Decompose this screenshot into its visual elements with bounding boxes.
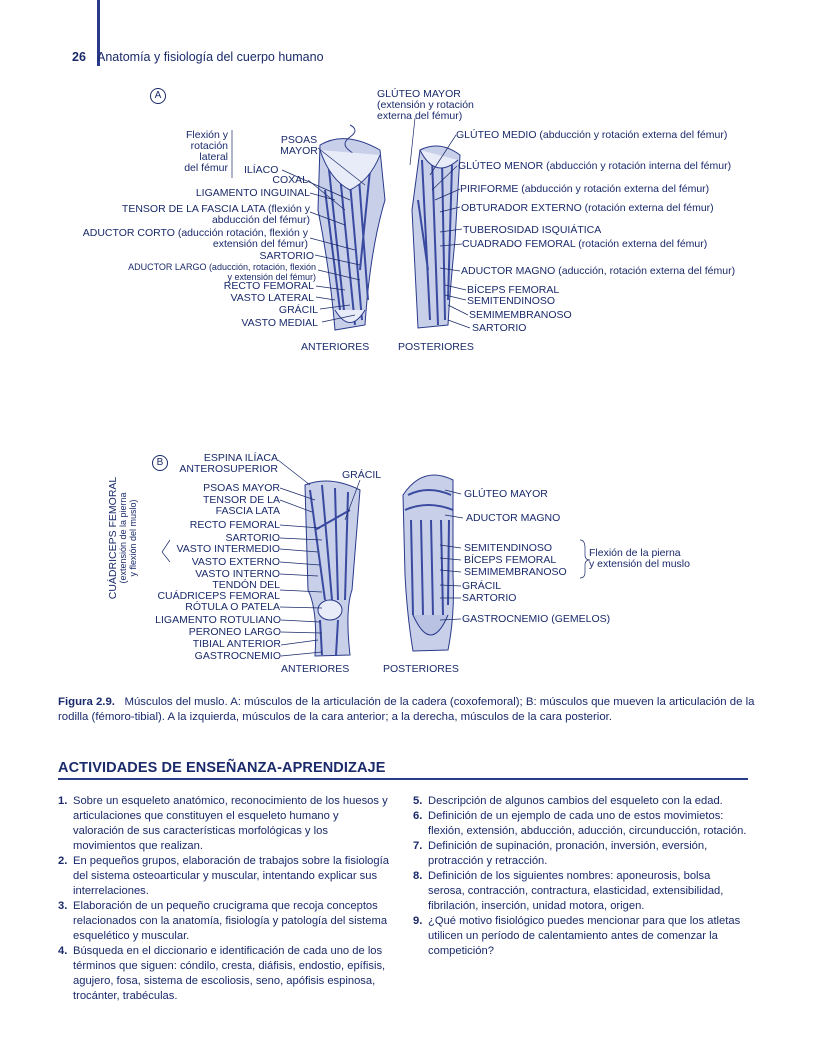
psoas-line-2: MAYOR <box>280 145 318 157</box>
activity-number: 3. <box>58 900 68 912</box>
aductor-corto-label <box>64 228 308 250</box>
activity-item <box>58 899 392 944</box>
activity-item <box>413 914 748 959</box>
gluteo-mayor-line-1: GLÚTEO MAYOR <box>377 88 461 100</box>
vasto-interno-label: VASTO INTERNO <box>195 568 280 580</box>
semitendinoso-label-b: SEMITENDINOSO <box>464 542 553 554</box>
figure-b-marker: B <box>152 455 168 471</box>
aductor-largo-line-2: y extensión del fémur) <box>227 271 316 282</box>
activity-number: 9. <box>413 915 423 927</box>
ligamento-inguinal-label: LIGAMENTO INGUINAL <box>195 187 310 199</box>
flexion-line-3: lateral <box>199 151 228 163</box>
flexion-line-2: rotación <box>190 140 228 152</box>
gluteo-mayor-line-3: externa del fémur) <box>377 110 463 122</box>
biceps-femoral-label-b: BÍCEPS FEMORAL <box>464 554 557 566</box>
section-rule <box>58 778 748 780</box>
activity-text: Definición de los siguientes nombres: aponeurosis, bolsa serosa, contracción, contractura, elasticidad, extensibilidad, fibrilación, inserción, unidad motora, origen. <box>428 870 724 912</box>
aductor-magno-label-a: ADUCTOR MAGNO (aducción, rotación externa del fémur) <box>461 265 736 277</box>
tendon-cuadriceps-label <box>140 580 280 602</box>
sartorio-label-a-right: SARTORIO <box>472 322 527 334</box>
flexion-pierna-note <box>589 548 690 570</box>
page-number: 26 <box>72 50 86 64</box>
gastrocnemio-label-b: GASTROCNEMIO <box>194 650 281 662</box>
gluteo-medio-label: GLÚTEO MEDIO (abducción y rotación externa del fémur) <box>456 129 728 141</box>
tendon-line-2: CUÁDRICEPS FEMORAL <box>157 590 280 602</box>
espina-iliaca-label <box>160 453 278 475</box>
activity-item <box>413 794 748 809</box>
activity-item <box>413 839 748 869</box>
gluteo-mayor-label-a <box>377 89 474 122</box>
flexion-pierna-line-2: y extensión del muslo <box>589 558 690 570</box>
tensor-fascia-lata-label <box>100 204 310 226</box>
psoas-mayor-label <box>270 135 328 157</box>
biceps-femoral-label-a: BÍCEPS FEMORAL <box>467 284 560 296</box>
figure-caption-label: Figura 2.9. <box>58 696 115 708</box>
activity-number: 5. <box>413 795 423 807</box>
semimembranoso-label-a: SEMIMEMBRANOSO <box>469 309 572 321</box>
activity-item <box>413 809 748 839</box>
tensor-fascia-label-b <box>170 495 280 517</box>
gastrocnemio-gemelos-label: GASTROCNEMIO (GEMELOS) <box>462 613 611 625</box>
activity-item <box>58 854 392 899</box>
sartorio-label-b: SARTORIO <box>225 532 280 544</box>
flexion-pierna-line-1: Flexión de la pierna <box>589 547 681 559</box>
activity-number: 4. <box>58 945 68 957</box>
recto-femoral-label-a: RECTO FEMORAL <box>223 280 314 292</box>
activity-text: Descripción de algunos cambios del esqueleto con la edad. <box>428 795 723 807</box>
vasto-intermedio-label: VASTO INTERMEDIO <box>176 543 280 555</box>
activity-text: Definición de un ejemplo de cada uno de estos movimietos: flexión, extensión, abducción, aducción, circunducción, rotación. <box>428 810 747 837</box>
obturador-label: OBTURADOR EXTERNO (rotación externa del fémur) <box>461 202 714 214</box>
tensor-line-1: TENSOR DE LA FASCIA LATA (flexión y <box>121 203 310 215</box>
activity-text: En pequeños grupos, elaboración de trabajos sobre la fisiología del sistema osteoarticular y muscular, intentando explicar sus interrelaciones. <box>73 855 389 897</box>
activity-text: Definición de supinación, pronación, inversión, eversión, protracción y retracción. <box>428 840 708 867</box>
sartorio-label-b-right: SARTORIO <box>462 592 517 604</box>
activity-number: 6. <box>413 810 423 822</box>
aductor-largo-line-1: ADUCTOR LARGO (aducción, rotación, flexión <box>128 262 316 272</box>
activity-text: Búsqueda en el diccionario e identificación de cada uno de los términos que siguen: cóndilo, cresta, diáfisis, endostio, epífisis, agujero, fosa, sistema de escoliosis, seno, apófisis espinosa, trocánter, trabéculas. <box>73 945 386 1002</box>
book-title: Anatomía y fisiología del cuerpo humano <box>97 50 324 64</box>
aductor-corto-line-1: ADUCTOR CORTO (aducción rotación, flexión y <box>82 227 308 239</box>
posteriores-label-b: POSTERIORES <box>383 663 459 675</box>
activities-left-column <box>58 794 392 1004</box>
activities-right-column <box>413 794 748 959</box>
gracil-label-b-top: GRÁCIL <box>342 469 382 481</box>
tibial-anterior-label: TIBIAL ANTERIOR <box>192 638 281 650</box>
vasto-lateral-label: VASTO LATERAL <box>230 292 314 304</box>
activity-text: ¿Qué motivo fisiológico puedes mencionar para que los atletas utilicen un período de calentamiento antes de comenzar la competición? <box>428 915 741 957</box>
vasto-externo-label: VASTO EXTERNO <box>191 556 280 568</box>
iliaco-label: ILÍACO <box>244 164 279 176</box>
cuadrado-femoral-label: CUADRADO FEMORAL (rotación externa del fémur) <box>462 238 708 250</box>
section-title: ACTIVIDADES DE ENSEÑANZA-APRENDIZAJE <box>58 760 386 776</box>
anteriores-label-a: ANTERIORES <box>301 341 370 353</box>
cuadriceps-line-3: y flexión del muslo) <box>127 499 138 577</box>
activity-text: Sobre un esqueleto anatómico, reconocimiento de los huesos y articulaciones que constituyen el esqueleto humano y valoración de sus características morfológicas y los movimientos que realizan. <box>73 795 388 852</box>
semitendinoso-label-a: SEMITENDINOSO <box>467 295 556 307</box>
posteriores-label-a: POSTERIORES <box>398 341 474 353</box>
tendon-line-1: TENDÓN DEL <box>212 579 280 591</box>
recto-femoral-label-b: RECTO FEMORAL <box>189 519 280 531</box>
peroneo-largo-label: PERONEO LARGO <box>188 626 281 638</box>
activity-number: 7. <box>413 840 423 852</box>
rotula-label: RÓTULA O PATELA <box>185 601 280 613</box>
flexion-line-4: del fémur <box>184 162 228 174</box>
espina-line-1: ESPINA ILÍACA <box>203 452 278 464</box>
gracil-label-b: GRÁCIL <box>462 580 502 592</box>
semimembranoso-label-b: SEMIMEMBRANOSO <box>464 566 567 578</box>
figure-caption-text: Músculos del muslo. A: músculos de la articulación de la cadera (coxofemoral); B: músculos que mueven la articulación de la rodilla (fémoro-tibial). A la izquierda, músculos de la cara anterior; a la derecha, músculos de la cara posterior. <box>58 696 755 723</box>
tensor-b-line-1: TENSOR DE LA <box>202 494 280 506</box>
piriforme-label: PIRIFORME (abducción y rotación externa del fémur) <box>460 183 710 195</box>
ligamento-rotuliano-label: LIGAMENTO ROTULIANO <box>155 614 281 626</box>
aductor-magno-label-b: ADUCTOR MAGNO <box>466 512 561 524</box>
vasto-medial-label: VASTO MEDIAL <box>241 317 318 329</box>
flexion-line-1: Flexión y <box>185 129 228 141</box>
figure-b-leader-lines <box>0 440 828 670</box>
coxal-label: COXAL <box>272 174 308 186</box>
activity-number: 1. <box>58 795 68 807</box>
psoas-mayor-label-b: PSOAS MAYOR <box>203 482 280 494</box>
gracil-label-a: GRÁCIL <box>278 304 318 316</box>
aductor-corto-line-2: extensión del fémur) <box>212 238 308 250</box>
figure-a-marker: A <box>150 88 166 104</box>
sartorio-label-a: SARTORIO <box>259 250 314 262</box>
activity-number: 8. <box>413 870 423 882</box>
activity-text: Elaboración de un pequeño crucigrama que recoja conceptos relacionados con la anatomía, fisiología y patología del sistema esquelético y muscular. <box>73 900 388 942</box>
cuadriceps-line-2: (extensión de la pierna <box>118 492 128 584</box>
flexion-rotation-label <box>160 130 228 174</box>
gluteo-mayor-line-2: (extensión y rotación <box>377 99 474 111</box>
activity-number: 2. <box>58 855 68 867</box>
cuadriceps-line-1: CUÁDRICEPS FEMORAL <box>107 476 119 600</box>
espina-line-2: ANTEROSUPERIOR <box>179 463 278 475</box>
activity-item <box>58 794 392 854</box>
gluteo-mayor-label-b: GLÚTEO MAYOR <box>464 488 548 500</box>
activity-item <box>58 944 392 1004</box>
anteriores-label-b: ANTERIORES <box>281 663 350 675</box>
tensor-line-2: abducción del fémur) <box>211 214 310 226</box>
tensor-b-line-2: FASCIA LATA <box>215 505 280 517</box>
psoas-line-1: PSOAS <box>280 134 318 146</box>
figure-caption <box>58 695 764 725</box>
tuberosidad-label: TUBEROSIDAD ISQUIÁTICA <box>463 224 602 236</box>
activity-item <box>413 869 748 914</box>
figure-a-leader-lines <box>0 0 828 360</box>
gluteo-menor-label: GLÚTEO MENOR (abducción y rotación interna del fémur) <box>458 160 732 172</box>
